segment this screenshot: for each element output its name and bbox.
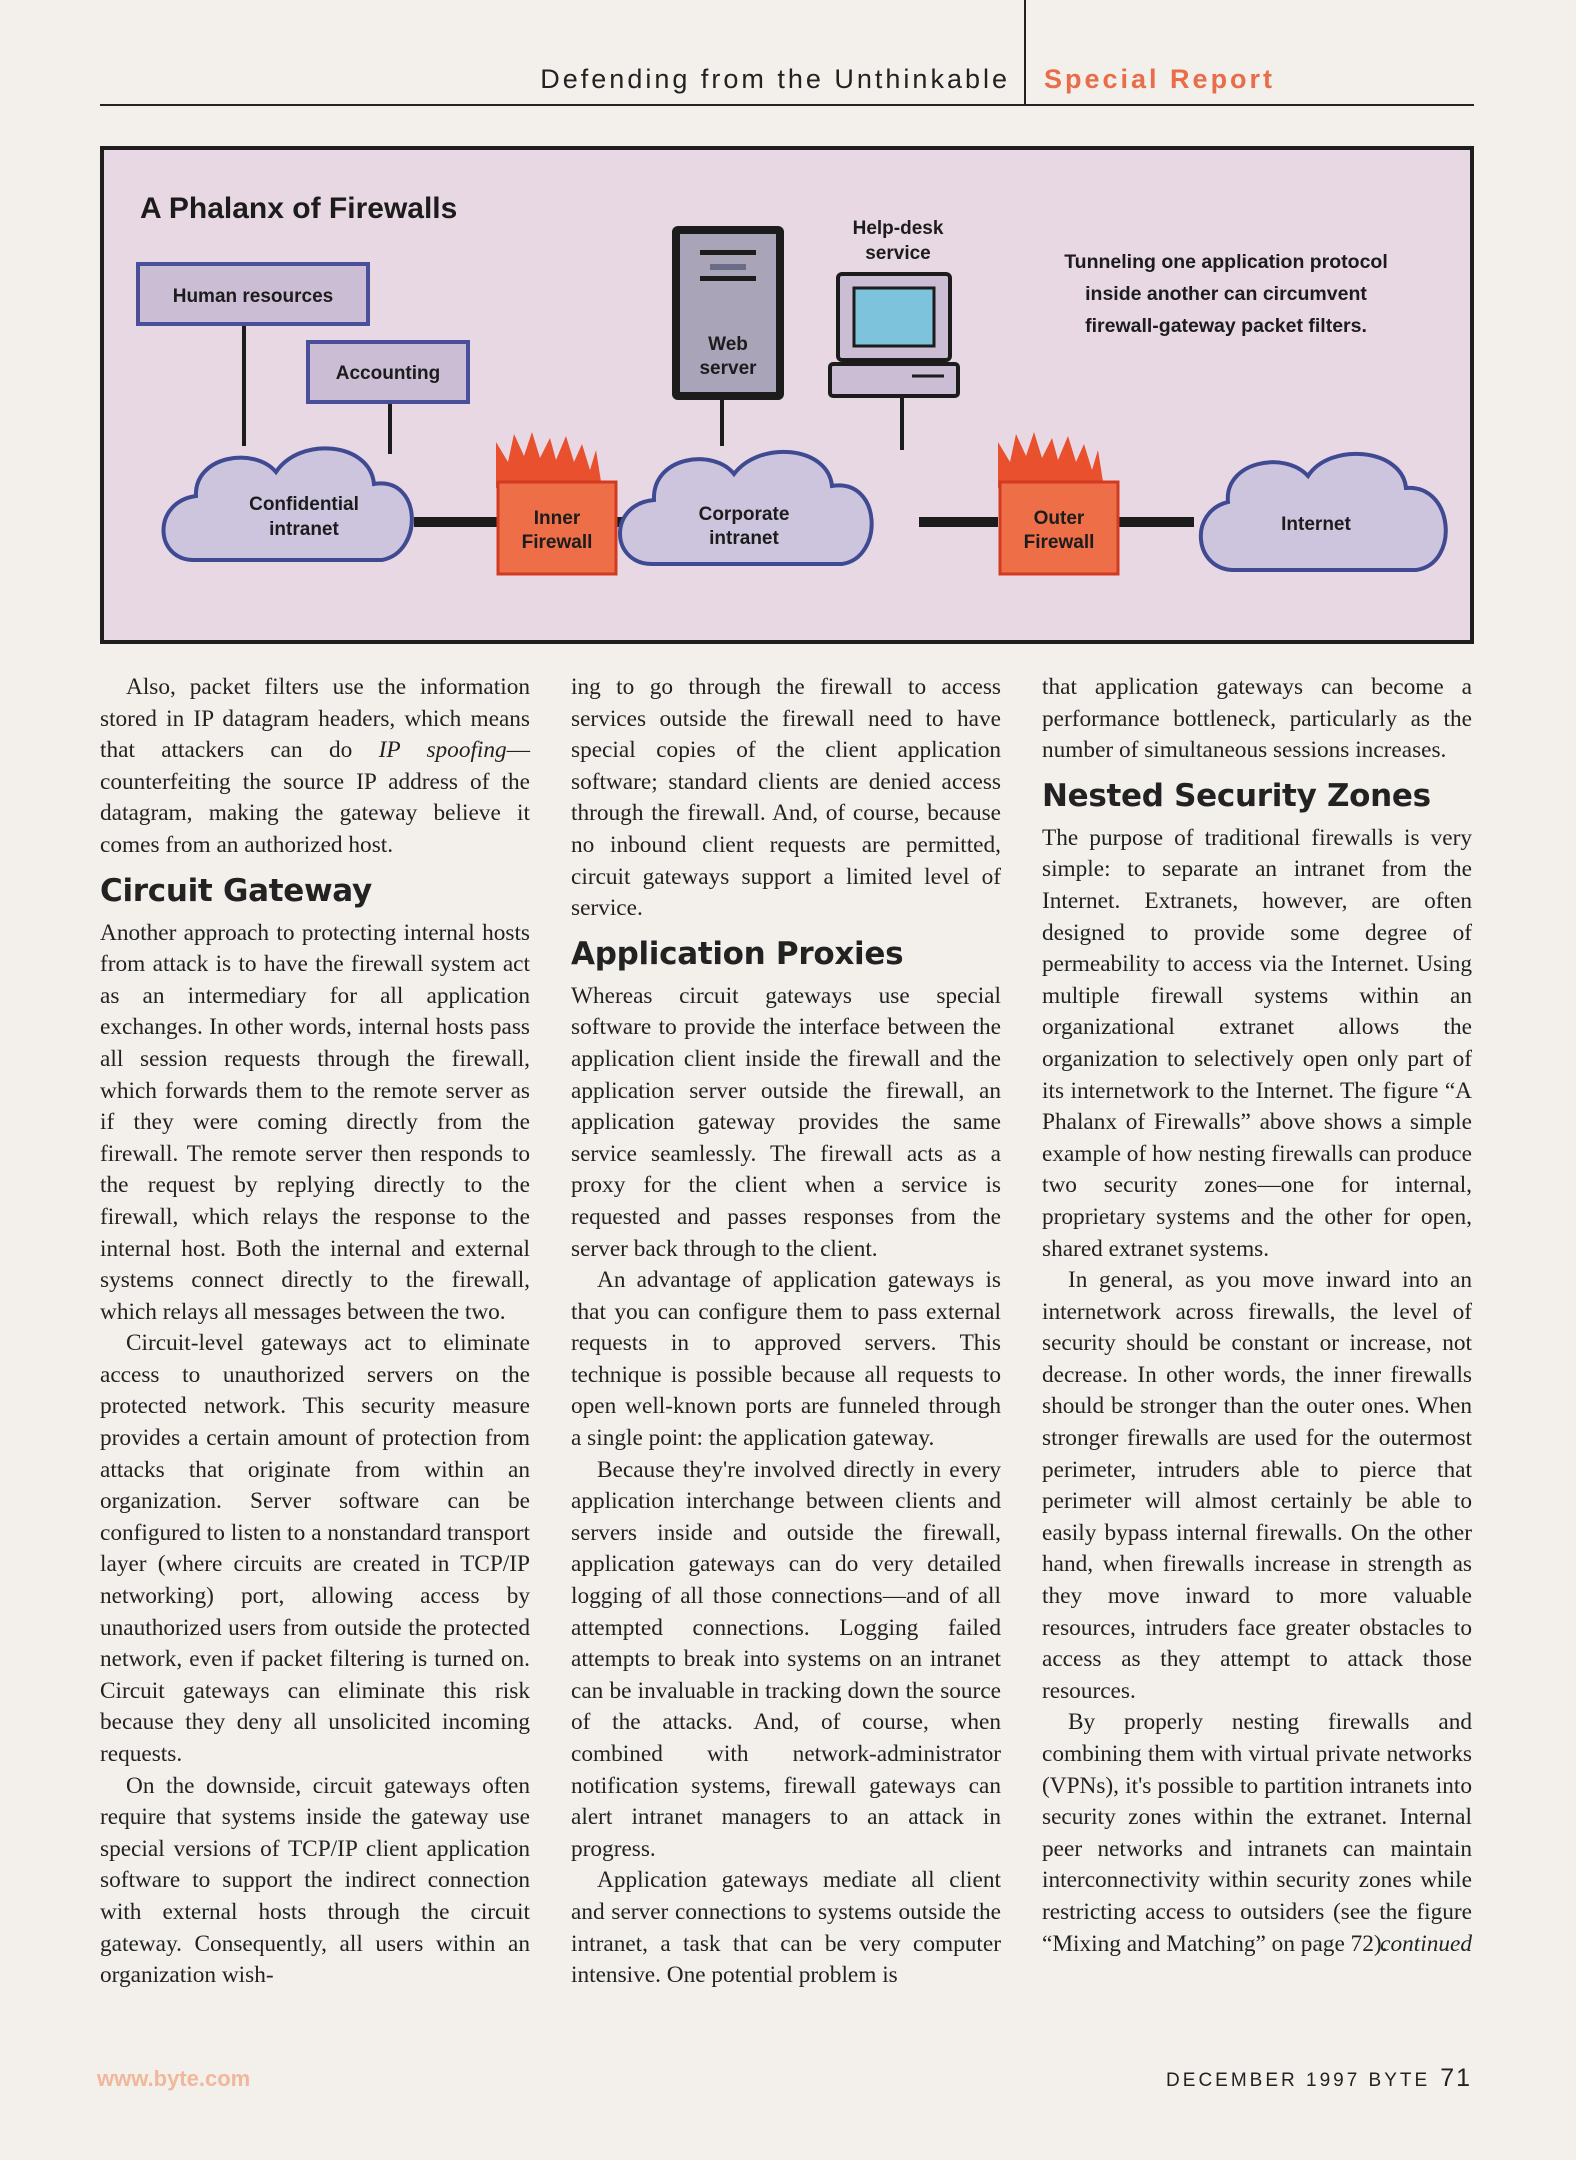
internet-cloud [1201,454,1446,570]
paragraph: Another approach to protecting internal hosts from attack is to have the firewall system act as an intermediary for all application exchanges. In other words, internal hosts pass all session requests through the firewall, which forwards them to the remote server as if they were coming directly from the firewall. The remote server then responds to the request by replying directly to the firewall, which relays the response to the internal host. Both the internal and external systems connect directly to the firewall, which relays all messages between the two. [100,919,530,1325]
heading-nested-security-zones: Nested Security Zones [1042,777,1431,814]
footer-issue: DECEMBER 1997 BYTE [1166,2070,1431,2091]
internet-label: Internet [1281,514,1351,535]
web-server-label-2: server [699,358,757,379]
footer-url[interactable]: www.byte.com [97,2066,251,2091]
confidential-intranet-cloud [164,448,412,560]
corporate-intranet-cloud [620,452,872,564]
text-column-3 [1042,672,1472,1961]
confidential-label-1: Confidential [249,494,359,515]
footer-folio [1100,2064,1472,2093]
section-label: Special Report [1044,64,1276,94]
header-divider [1024,0,1026,106]
paragraph: In general, as you move inward into an internetwork across firewalls, the level of security should be constant or increase, not decrease. In other words, the inner firewalls should be stronger than the outer ones. When stronger firewalls are used for the outermost perimeter, intruders able to pierce that perimeter will almost certainly be able to easily bypass internal firewalls. On the other hand, when firewalls increase in strength as they move inward to more valuable resources, intruders face greater obstacles to access as they attempt to attack those resources. [1042,1267,1472,1704]
figure-title: A Phalanx of Firewalls [140,192,458,225]
web-server [672,226,784,400]
page-number: 71 [1440,2064,1472,2092]
firewall-figure [100,146,1474,644]
header-rule [100,104,1474,106]
heading-circuit-gateway: Circuit Gateway [100,872,372,909]
inner-firewall-label-1: Inner [533,508,581,529]
computer-base [830,364,958,396]
paragraph: On the downside, circuit gateways often require that systems inside the gateway use special versions of TCP/IP client application software to support the indirect connection with external hosts through the circuit gateway. Consequently, all users within an organization wish- [100,1772,530,1989]
human-resources-label: Human resources [172,286,334,307]
emphasis: IP spoofing [378,737,507,764]
inner-firewall-label-2: Firewall [521,532,593,553]
web-server-label-1: Web [708,334,748,355]
corporate-label-2: intranet [709,528,779,549]
continued-label: continued [1380,1931,1472,1958]
running-title: Defending from the Unthinkable [540,64,1010,94]
paragraph: that application gateways can become a performance bottleneck, particularly as the number of simultaneous sessions increases. [1042,674,1472,764]
paragraph: By properly nesting firewalls and combining them with virtual private networks (VPNs), it's possible to partition intranets into security zones within the extranet. Internal peer networks and intranets can maintain interconnectivity within security zones while restricting access to outsiders (see the figure “Mixing and Matching” on page 72). [1042,1709,1472,1957]
help-desk-computer [830,218,958,396]
caption-line-1: Tunneling one application protocol [1064,251,1388,273]
inner-firewall-flames [496,432,602,488]
paragraph: ing to go through the firewall to access services outside the firewall need to have special copies of the client application software; standard clients are denied access through the firewall. And, of course, because no inbound client requests are permitted, circuit gateways support a limited level of service. [571,674,1001,922]
outer-firewall [998,432,1118,574]
monitor-screen [854,288,934,346]
caption-line-3: firewall-gateway packet filters. [1085,315,1367,337]
text-column-2 [571,672,1001,1992]
accounting-label: Accounting [335,363,441,384]
firewall-diagram [104,150,1470,640]
paragraph: Circuit-level gateways act to eliminate access to unauthorized servers on the protected network. This security measure provides a certain amount of protection from attacks that originate from within an organization. Server software can be configured to listen to a nonstandard transport layer (where circuits are created in TCP/IP networking) port, allowing access by unauthorized users from outside the protected network, even if packet filtering is turned on. Circuit gateways can eliminate this risk because they deny all unsolicited incoming requests. [100,1330,530,1767]
caption-line-2: inside another can circumvent [1085,283,1367,305]
paragraph: An advantage of application gateways is that you can configure them to pass external requests in to approved servers. This technique is possible because all requests to open well-known ports are funneled through a single point: the application gateway. [571,1267,1001,1452]
text-column-1 [100,672,530,1992]
page-header [100,0,1474,106]
corporate-label-1: Corporate [698,504,790,525]
outer-firewall-label-2: Firewall [1023,532,1095,553]
help-desk-label-2: service [865,243,931,264]
paragraph: Also, packet filters use the information stored in IP datagram headers, which means that attackers can do IP spoofing—counterfeiting the source IP address of the datagram, making the gateway believe it comes from an authorized host. [100,674,531,858]
outer-firewall-label-1: Outer [1033,508,1085,529]
paragraph: The purpose of traditional firewalls is very simple: to separate an intranet from the Internet. Extranets, however, are often designed to provide some degree of permeability to access via the Internet. Using multiple firewall systems within an organizational extranet allows the organization to selectively open only part of its internetwork to the Internet. The figure “A Phalanx of Firewalls” above shows a simple example of how nesting firewalls can produce two security zones—one for internal, proprietary systems and the other for open, shared extranet systems. [1042,824,1472,1262]
paragraph: Whereas circuit gateways use special software to provide the interface between the application client inside the firewall and the application server outside the firewall, an application gateway provides the same service seamlessly. The firewall acts as a proxy for the client when a service is requested and passes responses from the server back through to the client. [571,982,1001,1262]
inner-firewall [496,432,616,574]
outer-firewall-flames [998,432,1104,488]
heading-application-proxies: Application Proxies [571,935,904,972]
paragraph: Because they're involved directly in every application interchange between clients and servers inside and outside the firewall, application gateways can do very detailed logging of all those connections—and of all attempted connections. Logging failed attempts to break into systems on an intranet can be invaluable in tracking down the source of the attacks. And, of course, when combined with network-administrator notification systems, firewall gateways can alert intranet managers to an attack in progress. [571,1456,1001,1862]
help-desk-label-1: Help-desk [852,218,944,239]
paragraph: Application gateways mediate all client and server connections to systems outside the intranet, a task that can be very computer intensive. One potential problem is [571,1867,1001,1989]
confidential-label-2: intranet [269,519,339,540]
